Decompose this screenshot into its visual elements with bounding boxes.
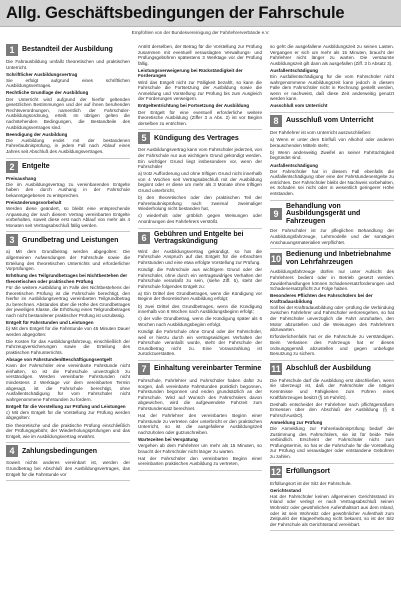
paragraph: Kündigt die Fahrschule ohne Grund oder der Fahrschüler, weil er hierzu durch ein vertragswidriges Verhalten der Fahrschule veranlaßt wurde, steht der Fahrschule der Grundbetrag nicht zu. Eine Vorauszahlung ist zurückzuerstatten. <box>138 328 262 357</box>
section-divider <box>270 463 394 464</box>
section-number-badge: 7 <box>138 363 150 375</box>
paragraph: a) Ein Drittel des Grundbetrages, wenn die Kündigung vor Beginn der theoretischen Ausbildung erfolgt; <box>138 290 262 302</box>
section-heading <box>6 445 130 457</box>
paragraph: Der Fahrschüler ist zur pfleglichen Behandlung der Ausbildungsfahrzeuge, Lehrmodelle und der sonstigen Anschauungsmaterialien verpflichtet. <box>270 228 394 245</box>
section-title: Zahlungsbedingungen <box>22 447 98 455</box>
subheading: Wartezeiten bei Verspätung <box>138 436 198 442</box>
section <box>270 115 394 201</box>
subheading: Ausfallentschädigung <box>270 67 318 73</box>
section-number-badge: 9 <box>270 208 282 220</box>
title-bar <box>0 0 401 27</box>
section <box>138 363 262 471</box>
subheading: Preisaushang <box>6 175 37 181</box>
paragraph: Die Fahrausbildung umfaßt theoretischen und praktischen Unterricht. <box>6 59 130 70</box>
section-title: Bestandteil der Ausbildung <box>22 46 113 54</box>
section-number-badge: 4 <box>6 445 18 457</box>
section-number-badge: 2 <box>6 161 18 173</box>
section-number-badge: 6 <box>138 232 150 244</box>
section-heading <box>270 466 394 478</box>
section-title: Grundbetrag und Leistungen <box>22 236 119 244</box>
page-subtitle: Empfohlen von der Bundesvereinigung der Fahrlehrerverbände e.V. <box>131 30 270 35</box>
section-title: Einhaltung vereinbarter Termine <box>154 365 262 373</box>
section-divider <box>270 530 394 531</box>
paragraph: Die im Ausbildungsvertrag zu vereinbarenden Entgelte haben den durch Aushang in der Fahrschule bekanntgegebenen zu entsprechen. <box>6 181 130 198</box>
section-heading <box>138 231 262 246</box>
section-number-badge: 1 <box>6 44 18 56</box>
section <box>270 251 394 361</box>
paragraph: b) Mit dem Entgelt für die Fahrstunde von 45 Minuten Dauer werden abgegolten: <box>6 326 130 337</box>
section-heading <box>6 44 130 56</box>
subheading: Preisänderungsvorbehalt <box>6 199 62 205</box>
paragraph: Vergehen ab dem Fahrlehrer um mehr als 15 Minuten, so braucht der Fahrschüler nicht länger zu warten. <box>138 442 262 454</box>
paragraph: Werden diese geändert, so bleibt eine entsprechende Anpassung der nach diesem Vertrag vereinbarten Entgelte vorbehalten, soweit diese erst nach Ablauf von mehr als 4 Monaten seit Vertragsabschluß fällig werden. <box>6 205 130 228</box>
section-title: Entgelte <box>22 162 50 170</box>
section-title: Behandlung von Ausbildungsgerät und Fahrzeugen <box>286 202 361 225</box>
subheading: Absage von Fahrstunden/Beschäftigungsentgelt <box>6 357 112 363</box>
section <box>270 203 394 250</box>
section-divider <box>6 158 130 159</box>
paragraph: Deshalb entscheidet der Fahrlehrer nach pflichtgemäßem Ermessen über den Abschluß der Ausbildung (§ 6 FahrschAusbO). <box>270 401 394 418</box>
paragraph: Wird das Entgelt nicht zur Fälligkeit bezahlt, so kann die Fahrschule die Fortsetzung der Ausbildung sowie die Anmeldung und Vorstellung zur Prüfung bis zum Ausgleich der Forderungen verweigern. <box>138 79 262 102</box>
subheading: Ausschluß vom Unterricht <box>270 103 328 109</box>
paragraph: Der Fahrschüler hat in diesem Fall ebenfalls die Ausfallentschädigung über eine der Fahrstundenentgelte zu entrichten. Der Fahrschüler bleibt der Nachweis vorbehalten, es Schaden sei nicht oder in wesentlich geringerer Höhe entstanden. <box>270 168 394 196</box>
subheading: Entgelt für Fahrstunden und Leistungen <box>6 319 94 325</box>
paragraph: b) Wenn anderweitig Zweifel an seiner Fahrtüchtigkeit begründet sind. <box>270 149 394 161</box>
subheading: Erhöhung des Teilgrundbetrages bei Nichtbestehen der theoretischen oder praktischen Prüfung <box>6 273 128 284</box>
paragraph: a) Wenn er unter dem Einfluß von Alkohol oder anderen berauschenden Mitteln steht; <box>270 137 394 148</box>
column-3 <box>270 44 394 596</box>
paragraph: Erforderlichenfalls hat er die Fahrschule zu verständigen. Beim Verlassen des Fahrzeugs hat er dieses ordnungsgemäß abzustellen und gegen unbefugte Benutzung zu sichern. <box>270 334 394 357</box>
subheading: Leistungsverweigerung bei Rückständigkeit der Forderungen <box>138 67 243 79</box>
section-divider <box>270 360 394 361</box>
section <box>138 231 262 361</box>
paragraph: Wird der Ausbildungsvertrag gekündigt, so hat die Fahrschule Anspruch auf das Entgelt für die erbrachten Fahrstunden und eine etwa erfolgte Vorstellung zur Prüfung. <box>138 248 262 265</box>
paragraph: Der Ausbildungsvertrag kann vom Fahrschüler jederzeit, von der Fahrschule nur aus wichtigem Grund gekündigt werden. Ein wichtiger Grund liegt insbesondere vor, wenn der Fahrschüler <box>138 147 262 170</box>
page-title: Allg. Geschäftsbedingungen der Fahrschule <box>6 4 345 22</box>
section <box>138 44 262 130</box>
section-number-badge: 11 <box>271 363 281 374</box>
column-2 <box>138 44 262 596</box>
paragraph: c) der volle Grundbetrag, wenn die Kündigung später als 6 Wochen nach Ausbildungsbeginn erfolgt. <box>138 316 262 327</box>
section <box>138 132 262 228</box>
paragraph: Erfüllungsort ist der Sitz der Fahrschule. <box>270 480 352 486</box>
section-number-badge: 8 <box>270 115 282 127</box>
section <box>6 161 130 233</box>
paragraph: Soll bei der Kraftradausbildung oder -prüfung die Verbindung zwischen Fahrlehrer und Fahrschüler verlorengehen, so hat der Fahrschüler unverzüglich die Fahrt anzuhalten, den Motor abzustellen und die Weisungen des Fahrlehrers abzuwarten. <box>270 304 394 333</box>
section-heading <box>6 161 130 173</box>
subheading: Rechtliche Grundlage der Ausbildung <box>6 90 89 96</box>
column-1 <box>6 44 130 596</box>
subheading: Entgeltentrichtung bei Fortsetzung der Ausbildung <box>138 103 250 109</box>
paragraph: Hat der Fahrschüler keinen allgemeinen Gerichtsstand im Inland oder verlegt er nach Vertragsabschluß seinen Wohnsitz oder gewöhnlichen Aufenthaltsort aus dem Inland, oder ist sein Wohnsitz oder gewöhnlicher Aufenthalt zum Zeitpunkt der Klageerhebung nicht bekannt, so ist der Sitz der Fahrschule als Gerichtsstand vereinbart. <box>270 493 394 527</box>
section-number-badge: 10 <box>270 253 281 264</box>
paragraph: Kann der Fahrschüler eine vereinbarte Fahrstunde nicht einhalten, so ist die Fahrschule unverzüglich zu verständigen. Werden vereinbarte Fahrstunden nicht mindestens 2 Werktage vor dem vereinbarten Termin abgesagt, ist die Fahrschule berechtigt, ohne Ausfallentschädigung für vom Fahrschüler nicht wahrgenommene Fahrstunden zu fordern. <box>6 363 130 402</box>
paragraph: c) wiederholt oder gröblich gegen Weisungen oder Anordnungen des Fahrlehrers verstößt. <box>138 213 262 224</box>
paragraph: so geht die ausgefallene Ausbildungszeit zu seinen Lasten. Vergangen er sich um mehr als 15 Minuten, braucht der Fahrlehrer nicht länger zu warten. Die versäumte Ausbildungszeit gilt dann als ausgefallen (Ziff. 3 b Absatz 3). <box>270 44 394 66</box>
paragraph: Für die weitere Ausbildung im Falle des Nichtbestehens der theoretischen Prüfung ist die Fahrschule berechtigt, den hierfür im Ausbildungsvertrag vereinbarten Teilgrundbetrag zu berechnen. Abstandes über die Höhe des Grundbetrages der jeweiligen Klasse, die Erhöhung eines Teilgrundbetrages nach nicht bestandener praktischer Prüfung ist unzulässig. <box>6 284 130 318</box>
section <box>270 44 394 113</box>
section-title: Erfüllungsort <box>286 467 330 475</box>
paragraph: Der Entgelt für eine eventuell erforderliche weitere theoretische Ausbildung (Ziffer 3 a Abs. 2) ist vor Beginn derselben zu entrichten. <box>138 109 262 126</box>
paragraph: Der Unterricht wird aufgrund der hierfür geltenden gesetzlichen Bestimmungen und der auf ihnen beruhenden Rechtsverordnungen, namentlich der Fahrschüler-Ausbildungsordnung, erteilt. Im übrigen gelten die nachstehenden Bedingungen, die Bestandteile des Ausbildungsvertrages sind. <box>6 96 130 130</box>
paragraph: Sie erfolgt aufgrund eines schriftlichen Ausbildungsvertrages. <box>6 77 130 89</box>
section-divider <box>6 480 130 481</box>
subheading: Besonderes Pflichten des Fahrschülers bei der Kraftradausbildung <box>270 293 373 304</box>
section-heading <box>138 363 262 375</box>
paragraph: Ein Ausfallentschädigung für die vom Fahrschüler nicht wahrgenommene Ausbildungszeit kann jedoch in diesem Falle dem Fahrschüler nicht in Rechnung gestellt werden, wenn er nachweist, daß diese Zeit anderweitig genutzt werden kann. <box>270 73 394 102</box>
section <box>270 466 394 532</box>
section-heading <box>270 203 394 226</box>
section-title: Abschluß der Ausbildung <box>286 364 371 372</box>
paragraph: Antritt derselben, der Betrag für die Vorstellung zur Prüfung zusammen mit eventuell verauslagten Verwaltungs- und Prüfungsgebühren spätestens 3 Werktage vor der Prüfung fällig. <box>138 44 262 66</box>
section-divider <box>6 231 130 232</box>
section-divider <box>6 442 130 443</box>
subheading: Beendigung der Ausbildung <box>6 131 68 137</box>
section-heading <box>138 132 262 144</box>
section-heading <box>270 251 394 266</box>
section-heading <box>6 234 130 246</box>
section-divider <box>270 200 394 201</box>
section-title: Kündigung des Vertrages <box>154 134 239 142</box>
section-divider <box>138 470 262 471</box>
paragraph: Hat der Fahrlehrer den vereinbarten Beginn einer Fahrstunde zu vertreten oder unterbricht er den praktischen Unterricht, so ist die ausgefallene Ausbildungszeit nachzuholen oder gutzuschreiben. <box>138 412 262 435</box>
section-number-badge: 5 <box>138 132 150 144</box>
subheading: Anmeldung zur Prüfung <box>270 419 323 425</box>
section <box>6 44 130 159</box>
section-title: Gebühren und Entgelte bei Vertragskündigung <box>154 230 244 246</box>
section-number-badge: 3 <box>6 234 18 246</box>
paragraph: Fahrschule, Fahrlehrer und Fahrschüler haben dafür zu sorgen, daß vereinbarte Fahrstunden pünktlich begonnen, Fahrstunden begonnen und enden grundsätzlich an der Fahrschule. Wird auf Wunsch des Fahrschülers davon abgewichen, wird die aufgewendete Fahrzeit zum Fahrstundensatz berechnet. <box>138 377 262 411</box>
section <box>6 234 130 443</box>
section <box>6 445 130 481</box>
section-divider <box>270 248 394 249</box>
subheading: Schriftlicher Ausbildungsvertrag <box>6 71 78 77</box>
subheading: Gerichtsstand <box>270 487 301 493</box>
paragraph: c) Mit dem Entgelt für die Vorstellung zur Prüfung werden abgegolten: <box>6 409 130 421</box>
paragraph: Kündigt die Fahrschule aus wichtigem Grund oder der Fahrschüler, ohne durch ein vertragswidriges Verhalten der Fahrschule veranlaßt zu sein, (siehe Ziff. 5), steht der Fahrschule folgendes Entgelt zu: <box>138 267 262 289</box>
paragraph: Die Anmeldung zur Fahrerlaubnisprüfung bedarf der Zustimmung des Fahrschülers, sie ist für beide Teile verbindlich. Erscheint der Fahrschüler nicht zum Prüfungstermin, so hat er die Fahrschule für die Vorstellung zur Prüfung und verauslagter oder entstandene Gebühren zu zahlen. <box>270 425 394 459</box>
paragraph: Die Kosten für das Ausbildungsfahrzeug, einschließlich der Fahrzeugversicherungen sowie die Erteilung des praktischen Fahrunterrichts. <box>6 338 130 355</box>
paragraph: Ausbildungsfahrzeuge dürfen nur unter Aufsicht des Fahrlehrers bedient oder in Betrieb gesetzt werden. Zuwiderhandlungen können Schadenersatzforderungen und Schadenersatzpflicht zur Folge haben. <box>270 269 394 292</box>
section-divider <box>138 360 262 361</box>
paragraph: a) Mit dem Grundbetrag werden abgegolten: Die allgemeinen Aufwendungen der Fahrschule sowie die Erteilung des theoretischen Unterrichts und erforderlicher Vorprüfungen. <box>6 249 130 272</box>
paragraph: Die Fahrschule darf die Ausbildung erst abschließen, wenn sie überzeugt ist, daß der Fahrschüler die nötigen Kenntnisse und Fähigkeiten zum Führen eines Kraftfahrzeuges besitzt (§ 16 FahrlG). <box>270 377 394 400</box>
section-number-badge: 12 <box>270 466 281 477</box>
section-title: Bedienung und Inbetriebnahme von Lehrfahrzeugen <box>286 251 392 266</box>
subheading: Entgelt für die Vorstellung zur Prüfung und Leistungen <box>6 403 126 409</box>
section-divider <box>138 129 262 130</box>
section-divider <box>270 112 394 113</box>
subheading: Ausfallentschädigung <box>270 162 318 168</box>
paragraph: Hat der Fahrschüler den vereinbarten Beginn einer vereinbarten praktischen Ausbildung zu vertreten, <box>138 455 262 467</box>
section <box>270 363 394 464</box>
paragraph: a) trotz Aufforderung und ohne triftigen Grund nicht innerhalb von 4 Wochen seit Vertragsabschluß mit der Ausbildung beginnt oder er diese um mehr als 3 Monate ohne triftigen Grund unterbricht, <box>138 171 262 193</box>
paragraph: b) zwei Drittel des Grundbetrages, wenn die Kündigung innerhalb von 6 Wochen nach Ausbildungsbeginn erfolgt; <box>138 303 262 315</box>
section-divider <box>138 228 262 229</box>
paragraph: Die theoretische und die praktische Prüfung einschließlich der Prüfungsgebühr, der Wiederholungsprüfungen und das Entgelt, wie im Ausbildungsvertrag erwähnt. <box>6 422 130 439</box>
paragraph: Die Ausbildung endet mit der bestandenen Fahrerlaubnisprüfung, in jedem Fall nach Ablauf eines Jahres seit Abschluß des Ausbildungsvertrages. <box>6 137 130 154</box>
paragraph: Soweit nichts anderes vereinbart ist, werden der Grundbetrag bei Abschluß des Ausbildungsvertrages, das Entgelt für die Fahrstunde vor <box>6 460 130 477</box>
section-heading <box>270 363 394 375</box>
section-title: Ausschluß vom Unterricht <box>286 117 374 125</box>
paragraph: Der Fahrlehrer ist vom Unterricht auszuschließen: <box>270 130 372 136</box>
paragraph: b) den theoretischen oder den praktischen Teil der Fahrerlaubnisprüfung nach zweimal zweimaliger Wiederholung nicht bestanden hat, <box>138 195 262 212</box>
section-heading <box>270 115 394 127</box>
